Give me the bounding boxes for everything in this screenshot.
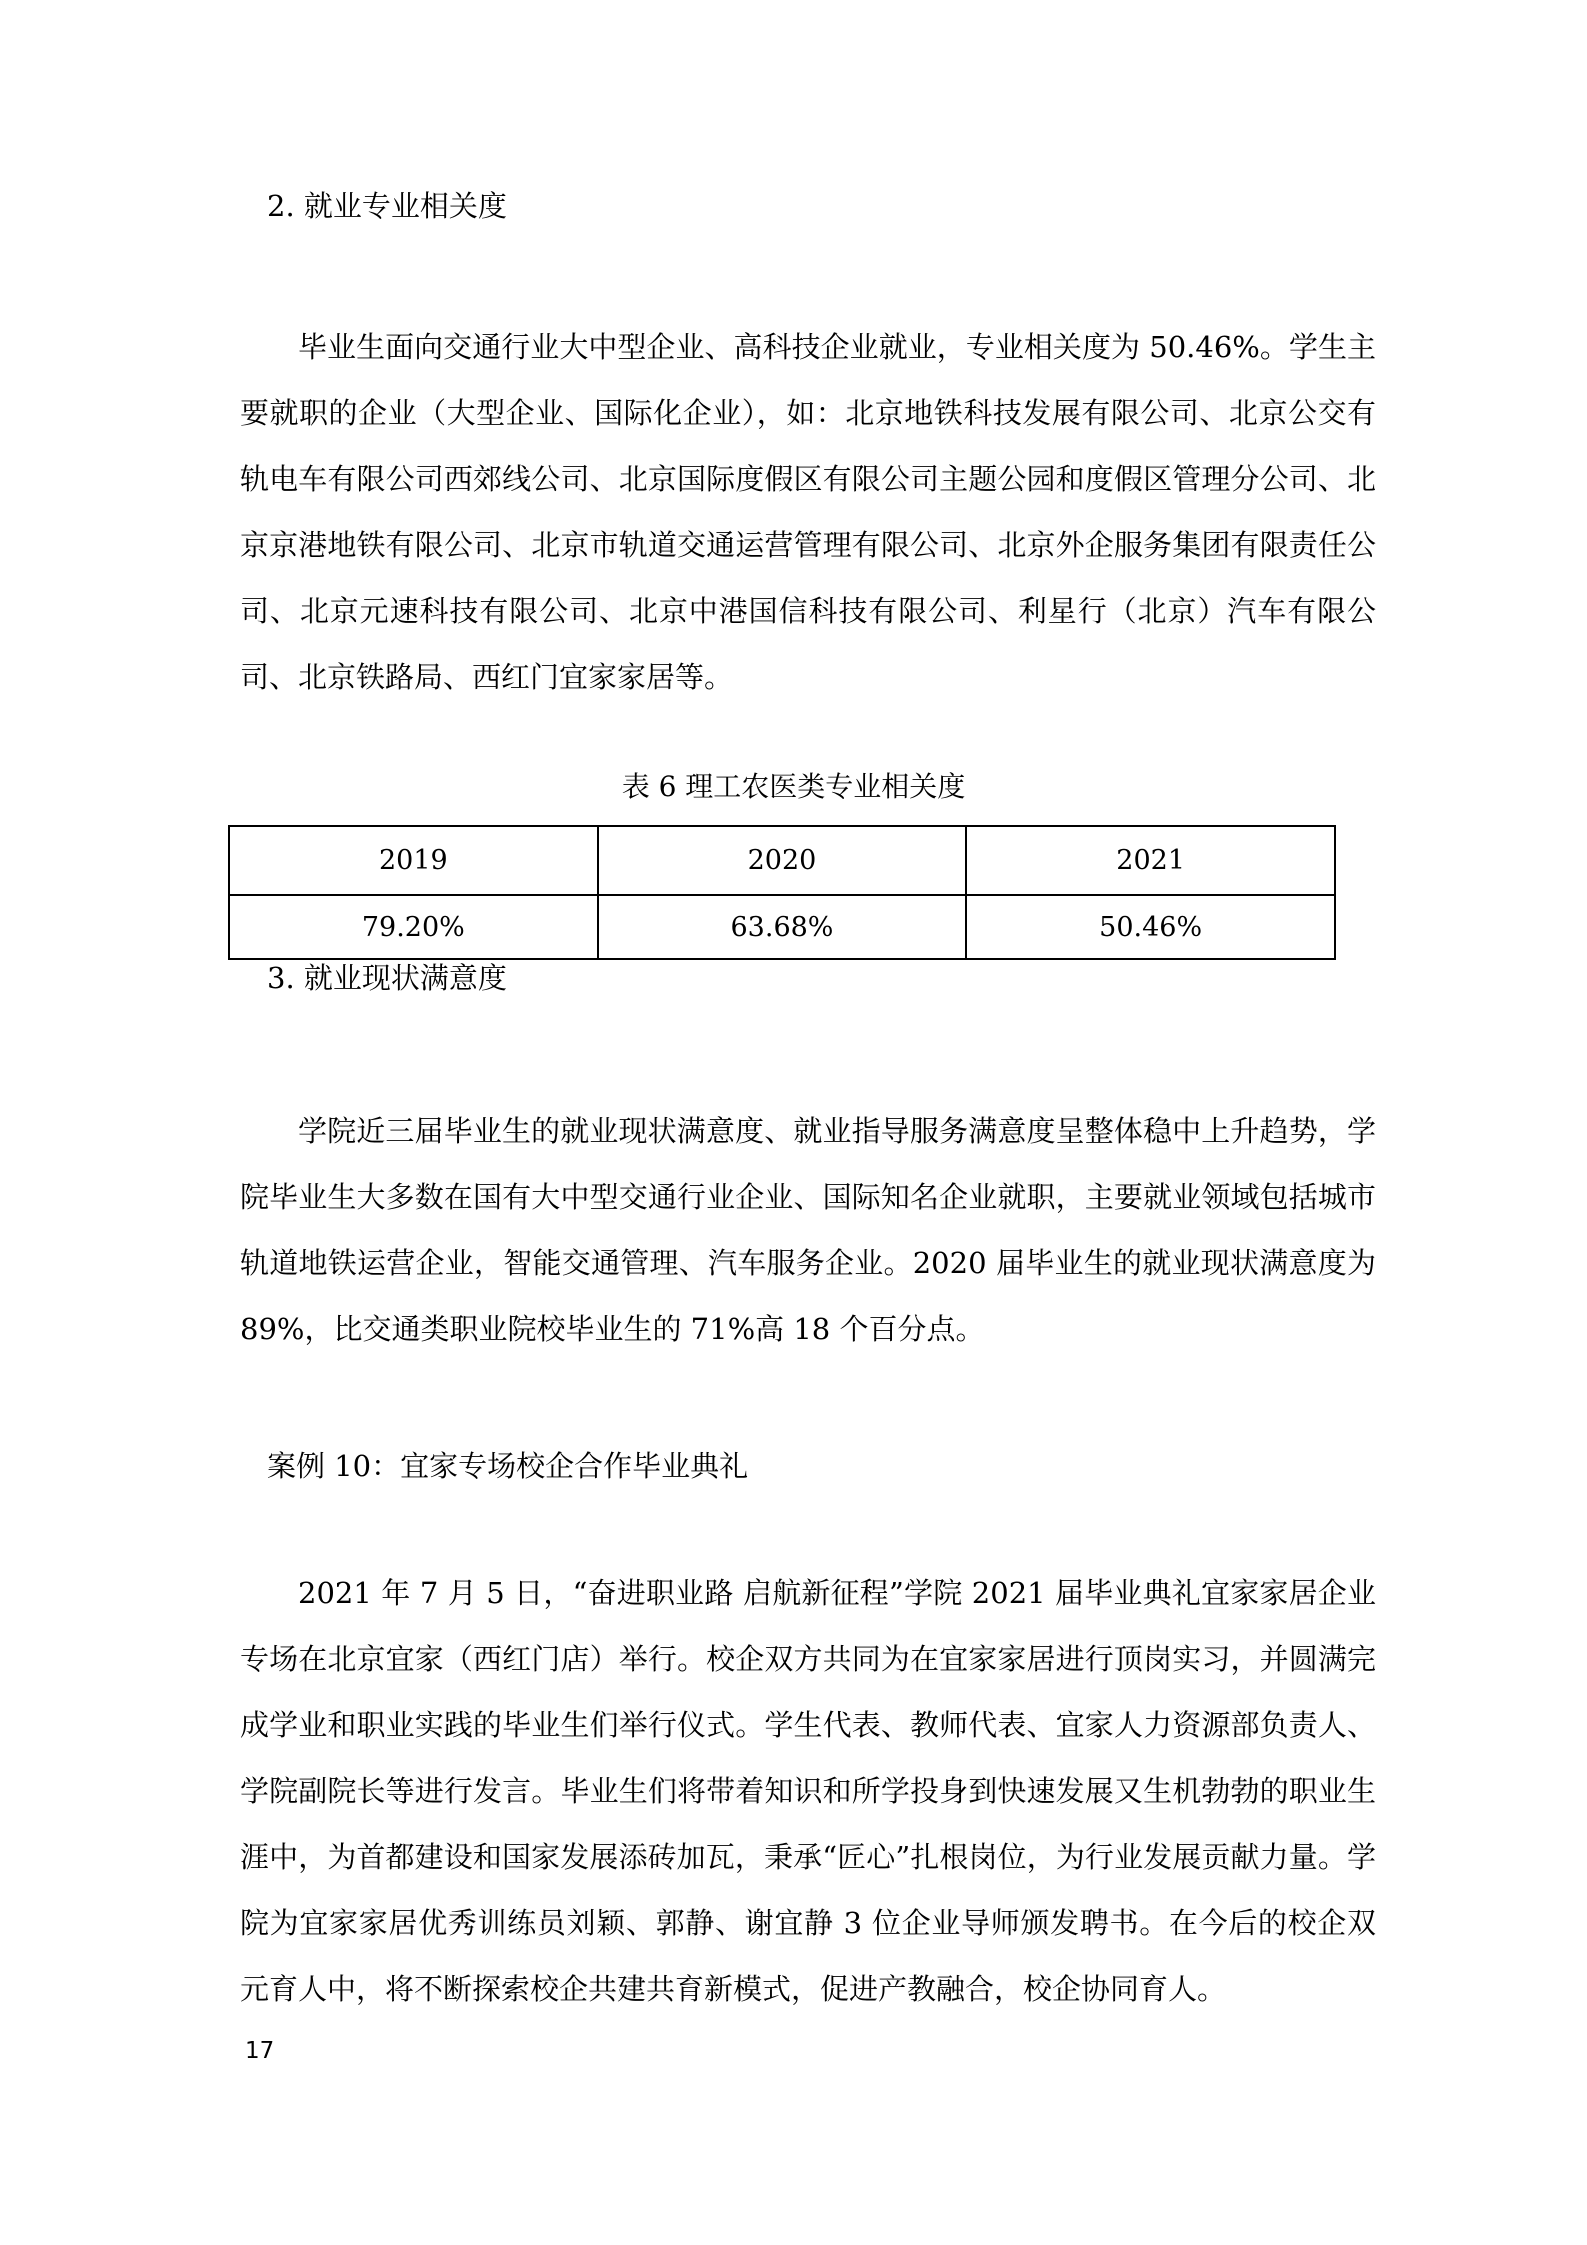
- section-heading-employment-relevance: 2. 就业专业相关度: [267, 189, 507, 223]
- table6-caption: 表 6 理工农医类专业相关度: [621, 770, 966, 803]
- paragraph-employment-relevance: 毕业生面向交通行业大中型企业、高科技企业就业，专业相关度为 50.46%。学生主要就职的企业（大型企业、国际化企业），如：北京地铁科技发展有限公司、北京公交有轨电车有限公司西郊线公司、北京国际度假区有限公司主题公园和度假区管理分公司、北京京港地铁有限公司、北京市轨道交通运营管理有限公司、北京外企服务集团有限责任公司、北京元速科技有限公司、北京中港国信科技有限公司、利星行（北京）汽车有限公司、北京铁路局、西红门宜家家居等。: [240, 330, 1376, 694]
- table6-value-row: [229, 895, 1335, 959]
- case10-heading: 案例 10：宜家专场校企合作毕业典礼: [267, 1449, 749, 1483]
- paragraph-case10: 2021 年 7 月 5 日，“奋进职业路 启航新征程”学院 2021 届毕业典礼宜家家居企业专场在北京宜家（西红门店）举行。校企双方共同为在宜家家居进行顶岗实习，并圆满完成学业和职业实践的毕业生们举行仪式。学生代表、教师代表、宜家人力资源部负责人、学院副院长等进行发言。毕业生们将带着知识和所学投身到快速发展又生机勃勃的职业生涯中，为首都建设和国家发展添砖加瓦，秉承“匠心”扎根岗位，为行业发展贡献力量。学院为宜家家居优秀训练员刘颖、郭静、谢宜静 3 位企业导师颁发聘书。在今后的校企双元育人中，将不断探索校企共建共育新模式，促进产教融合，校企协同育人。: [240, 1576, 1376, 2006]
- table6-professional-relevance: [228, 825, 1336, 960]
- table6-header-2021: 2021: [966, 826, 1335, 895]
- table6-value-2019: 79.20%: [229, 895, 598, 959]
- table6-value-2021: 50.46%: [966, 895, 1335, 959]
- table6-value-2020: 63.68%: [598, 895, 967, 959]
- table6-header-2020: 2020: [598, 826, 967, 895]
- page-number: 17: [245, 2038, 275, 2064]
- section-heading-employment-satisfaction: 3. 就业现状满意度: [267, 961, 507, 995]
- table6-header-2019: 2019: [229, 826, 598, 895]
- paragraph-employment-satisfaction: 学院近三届毕业生的就业现状满意度、就业指导服务满意度呈整体稳中上升趋势，学院毕业生大多数在国有大中型交通行业企业、国际知名企业就职，主要就业领域包括城市轨道地铁运营企业，智能交通管理、汽车服务企业。2020 届毕业生的就业现状满意度为 89%，比交通类职业院校毕业生的 71%高 18 个百分点。: [240, 1114, 1376, 1346]
- table6-header-row: [229, 826, 1335, 895]
